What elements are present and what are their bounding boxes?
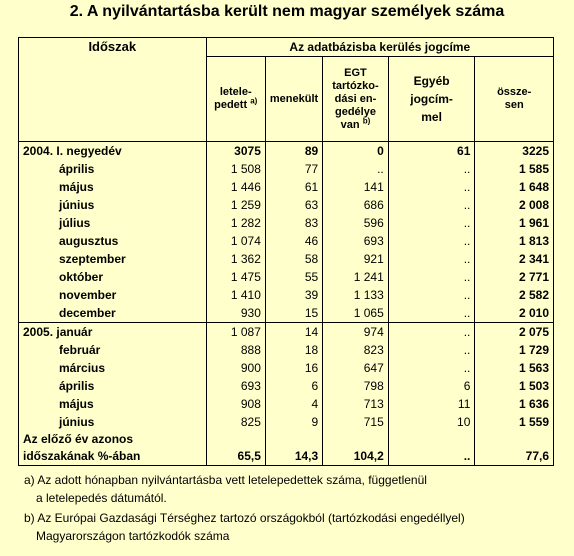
row-period: szeptember	[19, 250, 207, 268]
cell-refugee: 14,3	[265, 431, 322, 466]
footnote-b-line2: Magyarországon tartózkodók száma	[36, 529, 230, 543]
cell-total: 2 582	[475, 286, 554, 304]
table-row	[19, 395, 554, 413]
cell-other: ..	[388, 214, 475, 232]
row-period: 2005. január	[19, 323, 207, 342]
table-row	[19, 413, 554, 431]
cell-total: 1 503	[475, 377, 554, 395]
percent-row-label: Az előző év azonos időszakának %-ában	[19, 431, 207, 466]
row-period: július	[19, 214, 207, 232]
table-row	[19, 178, 554, 196]
cell-eea: 1 065	[323, 304, 389, 323]
cell-settled: 65,5	[206, 431, 265, 466]
cell-settled: 1 410	[206, 286, 265, 304]
cell-refugee: 18	[265, 341, 322, 359]
column-header-total: össze- sen	[475, 57, 554, 142]
footnote-a-line1: a) Az adott hónapban nyilvántartásba vett letelepedettek száma, függetlenül	[24, 473, 427, 487]
column-header-eea: EGT tartózko- dási en- gedélye van $^{b)}$	[323, 57, 389, 142]
cell-total: 1 729	[475, 341, 554, 359]
table-row	[19, 377, 554, 395]
cell-refugee: 77	[265, 160, 322, 178]
cell-total: 1 636	[475, 395, 554, 413]
cell-eea: 713	[323, 395, 389, 413]
header-row-group	[19, 38, 554, 57]
cell-settled: 908	[206, 395, 265, 413]
column-header-period: Időszak	[19, 38, 207, 142]
cell-other: ..	[388, 304, 475, 323]
cell-eea: 647	[323, 359, 389, 377]
column-group-header: Az adatbázisba kerülés jogcíme	[206, 38, 553, 57]
cell-other: ..	[388, 431, 475, 466]
row-period: augusztus	[19, 232, 207, 250]
table-row	[19, 341, 554, 359]
column-header-refugee: menekült	[265, 57, 322, 142]
cell-refugee: 4	[265, 395, 322, 413]
cell-settled: 1 508	[206, 160, 265, 178]
cell-eea: 823	[323, 341, 389, 359]
row-period: december	[19, 304, 207, 323]
cell-refugee: 16	[265, 359, 322, 377]
table-row	[19, 214, 554, 232]
cell-settled: 930	[206, 304, 265, 323]
column-header-settled: letele- pedett $^{a)}$	[206, 57, 265, 142]
table-row	[19, 142, 554, 161]
cell-eea: 0	[323, 142, 389, 161]
cell-other: 6	[388, 377, 475, 395]
cell-settled: 1 282	[206, 214, 265, 232]
cell-total: 1 813	[475, 232, 554, 250]
data-table	[18, 37, 554, 466]
cell-refugee: 83	[265, 214, 322, 232]
row-period: február	[19, 341, 207, 359]
cell-eea: 141	[323, 178, 389, 196]
footnote-b-line1: b) Az Európai Gazdasági Térséghez tartozó országokból (tartózkodási engedéllyel)	[24, 511, 465, 525]
cell-refugee: 89	[265, 142, 322, 161]
cell-other: 61	[388, 142, 475, 161]
cell-total: 2 010	[475, 304, 554, 323]
cell-refugee: 39	[265, 286, 322, 304]
cell-refugee: 63	[265, 196, 322, 214]
cell-refugee: 46	[265, 232, 322, 250]
table-row	[19, 304, 554, 323]
cell-refugee: 58	[265, 250, 322, 268]
column-header-other: Egyéb jogcím- mel	[388, 57, 475, 142]
cell-settled: 1 087	[206, 323, 265, 342]
cell-total: 2 075	[475, 323, 554, 342]
row-period: 2004. I. negyedév	[19, 142, 207, 161]
footnotes	[24, 471, 554, 545]
cell-other: 10	[388, 413, 475, 431]
table-row	[19, 250, 554, 268]
cell-eea: 974	[323, 323, 389, 342]
table-row	[19, 359, 554, 377]
cell-refugee: 61	[265, 178, 322, 196]
cell-eea: 686	[323, 196, 389, 214]
footnote-b	[24, 509, 554, 545]
row-period: április	[19, 377, 207, 395]
cell-other: ..	[388, 196, 475, 214]
cell-eea: 596	[323, 214, 389, 232]
cell-settled: 1 074	[206, 232, 265, 250]
cell-eea: 104,2	[323, 431, 389, 466]
table-row	[19, 232, 554, 250]
cell-refugee: 15	[265, 304, 322, 323]
cell-eea: 1 241	[323, 268, 389, 286]
row-period: május	[19, 178, 207, 196]
cell-eea: 715	[323, 413, 389, 431]
cell-other: 11	[388, 395, 475, 413]
cell-total: 1 648	[475, 178, 554, 196]
table-row	[19, 196, 554, 214]
cell-settled: 1 362	[206, 250, 265, 268]
cell-total: 77,6	[475, 431, 554, 466]
cell-total: 1 585	[475, 160, 554, 178]
cell-other: ..	[388, 232, 475, 250]
cell-settled: 900	[206, 359, 265, 377]
cell-refugee: 9	[265, 413, 322, 431]
cell-total: 3225	[475, 142, 554, 161]
cell-other: ..	[388, 286, 475, 304]
cell-eea: 693	[323, 232, 389, 250]
row-period: április	[19, 160, 207, 178]
table-row	[19, 286, 554, 304]
row-period: június	[19, 413, 207, 431]
cell-total: 2 341	[475, 250, 554, 268]
percent-row	[19, 431, 554, 466]
footnote-a-line2: a letelepedés dátumától.	[36, 491, 167, 505]
cell-settled: 1 446	[206, 178, 265, 196]
row-period: június	[19, 196, 207, 214]
cell-total: 1 961	[475, 214, 554, 232]
table-row	[19, 160, 554, 178]
footnote-a	[24, 471, 554, 507]
cell-settled: 1 259	[206, 196, 265, 214]
cell-other: ..	[388, 359, 475, 377]
table-row	[19, 323, 554, 342]
cell-settled: 693	[206, 377, 265, 395]
cell-settled: 825	[206, 413, 265, 431]
cell-settled: 888	[206, 341, 265, 359]
cell-total: 2 771	[475, 268, 554, 286]
cell-other: ..	[388, 178, 475, 196]
cell-eea: 921	[323, 250, 389, 268]
cell-refugee: 55	[265, 268, 322, 286]
cell-other: ..	[388, 268, 475, 286]
cell-other: ..	[388, 341, 475, 359]
cell-refugee: 14	[265, 323, 322, 342]
cell-total: 1 563	[475, 359, 554, 377]
row-period: május	[19, 395, 207, 413]
cell-other: ..	[388, 160, 475, 178]
table-title: 2. A nyilvántartásba került nem magyar személyek száma	[69, 3, 505, 20]
cell-eea: 1 133	[323, 286, 389, 304]
cell-refugee: 6	[265, 377, 322, 395]
cell-eea: 798	[323, 377, 389, 395]
table-row	[19, 268, 554, 286]
cell-total: 1 559	[475, 413, 554, 431]
cell-other: ..	[388, 323, 475, 342]
cell-settled: 1 475	[206, 268, 265, 286]
row-period: október	[19, 268, 207, 286]
cell-settled: 3075	[206, 142, 265, 161]
row-period: március	[19, 359, 207, 377]
row-period: november	[19, 286, 207, 304]
cell-eea: ..	[323, 160, 389, 178]
cell-other: ..	[388, 250, 475, 268]
cell-total: 2 008	[475, 196, 554, 214]
